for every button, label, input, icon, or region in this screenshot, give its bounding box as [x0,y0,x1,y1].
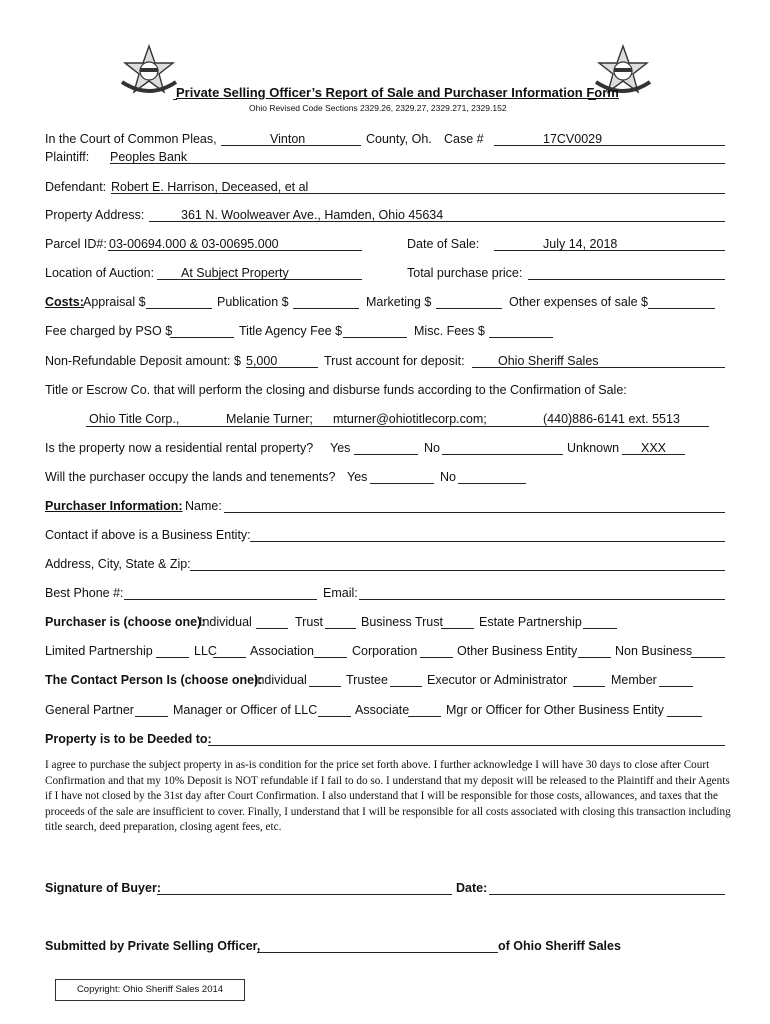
option-business-trust: Business Trust [361,615,443,629]
rental-yes-field[interactable] [354,454,418,455]
costs-label: Costs: [45,295,84,309]
escrow-phone-field[interactable]: (440)886-6141 ext. 5513 [543,412,680,426]
contact-trustee: Trustee [346,673,388,687]
location-field[interactable]: At Subject Property [181,266,289,280]
option-limited-partnership-field[interactable] [156,657,189,658]
option-estate-partnership: Estate Partnership [479,615,582,629]
contact-type-heading: The Contact Person Is (choose one): [45,673,263,687]
court-label: In the Court of Common Pleas, [45,132,217,146]
title-agency-fee-field[interactable] [343,337,407,338]
email-field[interactable] [359,599,725,600]
purchaser-name-field[interactable] [224,512,725,513]
option-individual-field[interactable] [256,628,288,629]
rental-question: Is the property now a residential rental property? [45,441,314,455]
copyright-box: Copyright: Ohio Sheriff Sales 2014 [55,979,245,1001]
occupy-yes-label: Yes [347,470,368,484]
defendant-label: Defendant: [45,180,107,194]
rental-unknown-field[interactable]: XXX [641,441,667,455]
misc-fees-label: Misc. Fees $ [414,324,485,338]
option-other-business-entity: Other Business Entity [457,644,578,658]
contact-associate-field[interactable] [408,716,441,717]
address-label: Address, City, State & Zip: [45,557,191,571]
option-trust-field[interactable] [325,628,356,629]
contact-executor-field[interactable] [573,686,605,687]
rental-no-label: No [424,441,440,455]
rental-unknown-label: Unknown [567,441,620,455]
marketing-field[interactable] [436,308,502,309]
buyer-signature-field[interactable] [157,894,452,895]
pso-fee-field[interactable] [170,337,234,338]
deeded-field[interactable] [208,745,725,746]
agreement-text: I agree to purchase the subject property in as-is condition for the price set forth above. I further acknowledge I will have 30 days to close after Court Confirmation and that my 10% Deposit is NOT refundable if I fail to do so. I understand that my deposit will be released to the Plaintiff and their Agents if I have not closed by the 31st day after Court Confirmation. I also understand that I will be responsible for those costs, allowances, and taxes that the proceeds of the sale are insufficient to cover. Finally, I understand that I will be responsible for all costs associated with closing this transaction including title search, deed preparation, closing agent fees, etc. [45,759,731,834]
publication-field[interactable] [293,308,359,309]
phone-label: Best Phone #: [45,586,124,600]
option-individual: Individual [199,615,252,629]
rental-yes-label: Yes [330,441,351,455]
selling-officer-field[interactable] [257,952,498,953]
option-business-trust-field[interactable] [441,628,474,629]
deposit-field[interactable]: 5,000 [246,354,278,368]
occupy-yes-field[interactable] [370,483,434,484]
contact-individual: Individual [254,673,307,687]
misc-fees-field[interactable] [489,337,553,338]
option-non-business-field[interactable] [691,657,725,658]
purchaser-name-label: Name: [185,499,222,513]
contact-entity-label: Contact if above is a Business Entity: [45,528,251,542]
case-number-field[interactable]: 17CV0029 [543,132,603,146]
option-association-field[interactable] [314,657,347,658]
location-label: Location of Auction: [45,266,155,280]
total-price-label: Total purchase price: [407,266,523,280]
trust-account-label: Trust account for deposit: [324,354,465,368]
option-corporation-field[interactable] [420,657,453,658]
option-llc-field[interactable] [213,657,246,658]
option-estate-partnership-field[interactable] [583,628,617,629]
address-field[interactable] [190,570,725,571]
plaintiff-label: Plaintiff: [45,150,90,164]
appraisal-label: Appraisal $ [83,295,146,309]
option-corporation: Corporation [352,644,418,658]
sheriff-star-icon [118,44,180,100]
contact-trustee-field[interactable] [390,686,422,687]
property-label: Property Address: [45,208,145,222]
date-of-sale-field[interactable]: July 14, 2018 [543,237,618,251]
publication-label: Publication $ [217,295,289,309]
contact-manager-llc-field[interactable] [318,716,351,717]
option-other-business-entity-field[interactable] [578,657,611,658]
case-label: Case # [444,132,484,146]
contact-entity-field[interactable] [250,541,725,542]
page-subtitle: Ohio Revised Code Sections 2329.26, 2329.27, 2329.271, 2329.152 [249,103,507,113]
property-field[interactable]: 361 N. Woolweaver Ave., Hamden, Ohio 45634 [181,208,444,222]
defendant-field[interactable]: Robert E. Harrison, Deceased, et al [111,180,309,194]
buyer-signature-label: Signature of Buyer: [45,881,161,895]
escrow-label: Title or Escrow Co. that will perform the closing and disburse funds according to the Confirmation of Sale: [45,383,627,397]
occupy-question: Will the purchaser occupy the lands and tenements? [45,470,336,484]
contact-associate: Associate [355,703,410,717]
date-field[interactable] [489,894,725,895]
escrow-company-field[interactable]: Ohio Title Corp., [89,412,180,426]
other-expenses-label: Other expenses of sale $ [509,295,648,309]
contact-general-partner: General Partner [45,703,134,717]
other-expenses-field[interactable] [648,308,715,309]
occupy-no-field[interactable] [458,483,526,484]
submitted-prefix: Submitted by Private Selling Officer, [45,939,261,953]
county-field[interactable]: Vinton [270,132,306,146]
appraisal-field[interactable] [146,308,212,309]
parcel-field[interactable]: 03-00694.000 & 03-00695.000 [109,237,279,251]
title-agency-fee-label: Title Agency Fee $ [239,324,343,338]
contact-individual-field[interactable] [309,686,341,687]
escrow-email-field[interactable]: mturner@ohiotitlecorp.com; [333,412,487,426]
contact-general-partner-field[interactable] [135,716,168,717]
date-of-sale-label: Date of Sale: [407,237,480,251]
contact-member: Member [611,673,657,687]
contact-mgr-other: Mgr or Officer for Other Business Entity [446,703,664,717]
deeded-label: Property is to be Deeded to: [45,732,212,746]
purchaser-type-heading: Purchaser is (choose one): [45,615,206,629]
purchaser-info-heading: Purchaser Information: [45,499,183,513]
parcel-label: Parcel ID#: [45,237,107,251]
occupy-no-label: No [440,470,456,484]
contact-member-field[interactable] [659,686,693,687]
escrow-contact-field[interactable]: Melanie Turner; [226,412,313,426]
deposit-label: Non-Refundable Deposit amount: $ [45,354,241,368]
option-association: Association [250,644,314,658]
option-trust: Trust [295,615,324,629]
plaintiff-field[interactable]: Peoples Bank [110,150,188,164]
pso-fee-label: Fee charged by PSO $ [45,324,173,338]
option-limited-partnership: Limited Partnership [45,644,153,658]
county-suffix: County, Oh. [366,132,432,146]
contact-mgr-other-field[interactable] [667,716,702,717]
submitted-suffix: of Ohio Sheriff Sales [498,939,621,953]
contact-executor: Executor or Administrator [427,673,568,687]
date-label: Date: [456,881,488,895]
contact-manager-llc: Manager or Officer of LLC [173,703,318,717]
phone-field[interactable] [124,599,317,600]
option-llc: LLC [194,644,217,658]
trust-account-field[interactable]: Ohio Sheriff Sales [498,354,599,368]
page-title: Private Selling Officer’s Report of Sale and Purchaser Information Form [176,85,619,100]
email-label: Email: [323,586,358,600]
rental-no-field[interactable] [442,454,563,455]
option-non-business: Non Business [615,644,693,658]
marketing-label: Marketing $ [366,295,432,309]
